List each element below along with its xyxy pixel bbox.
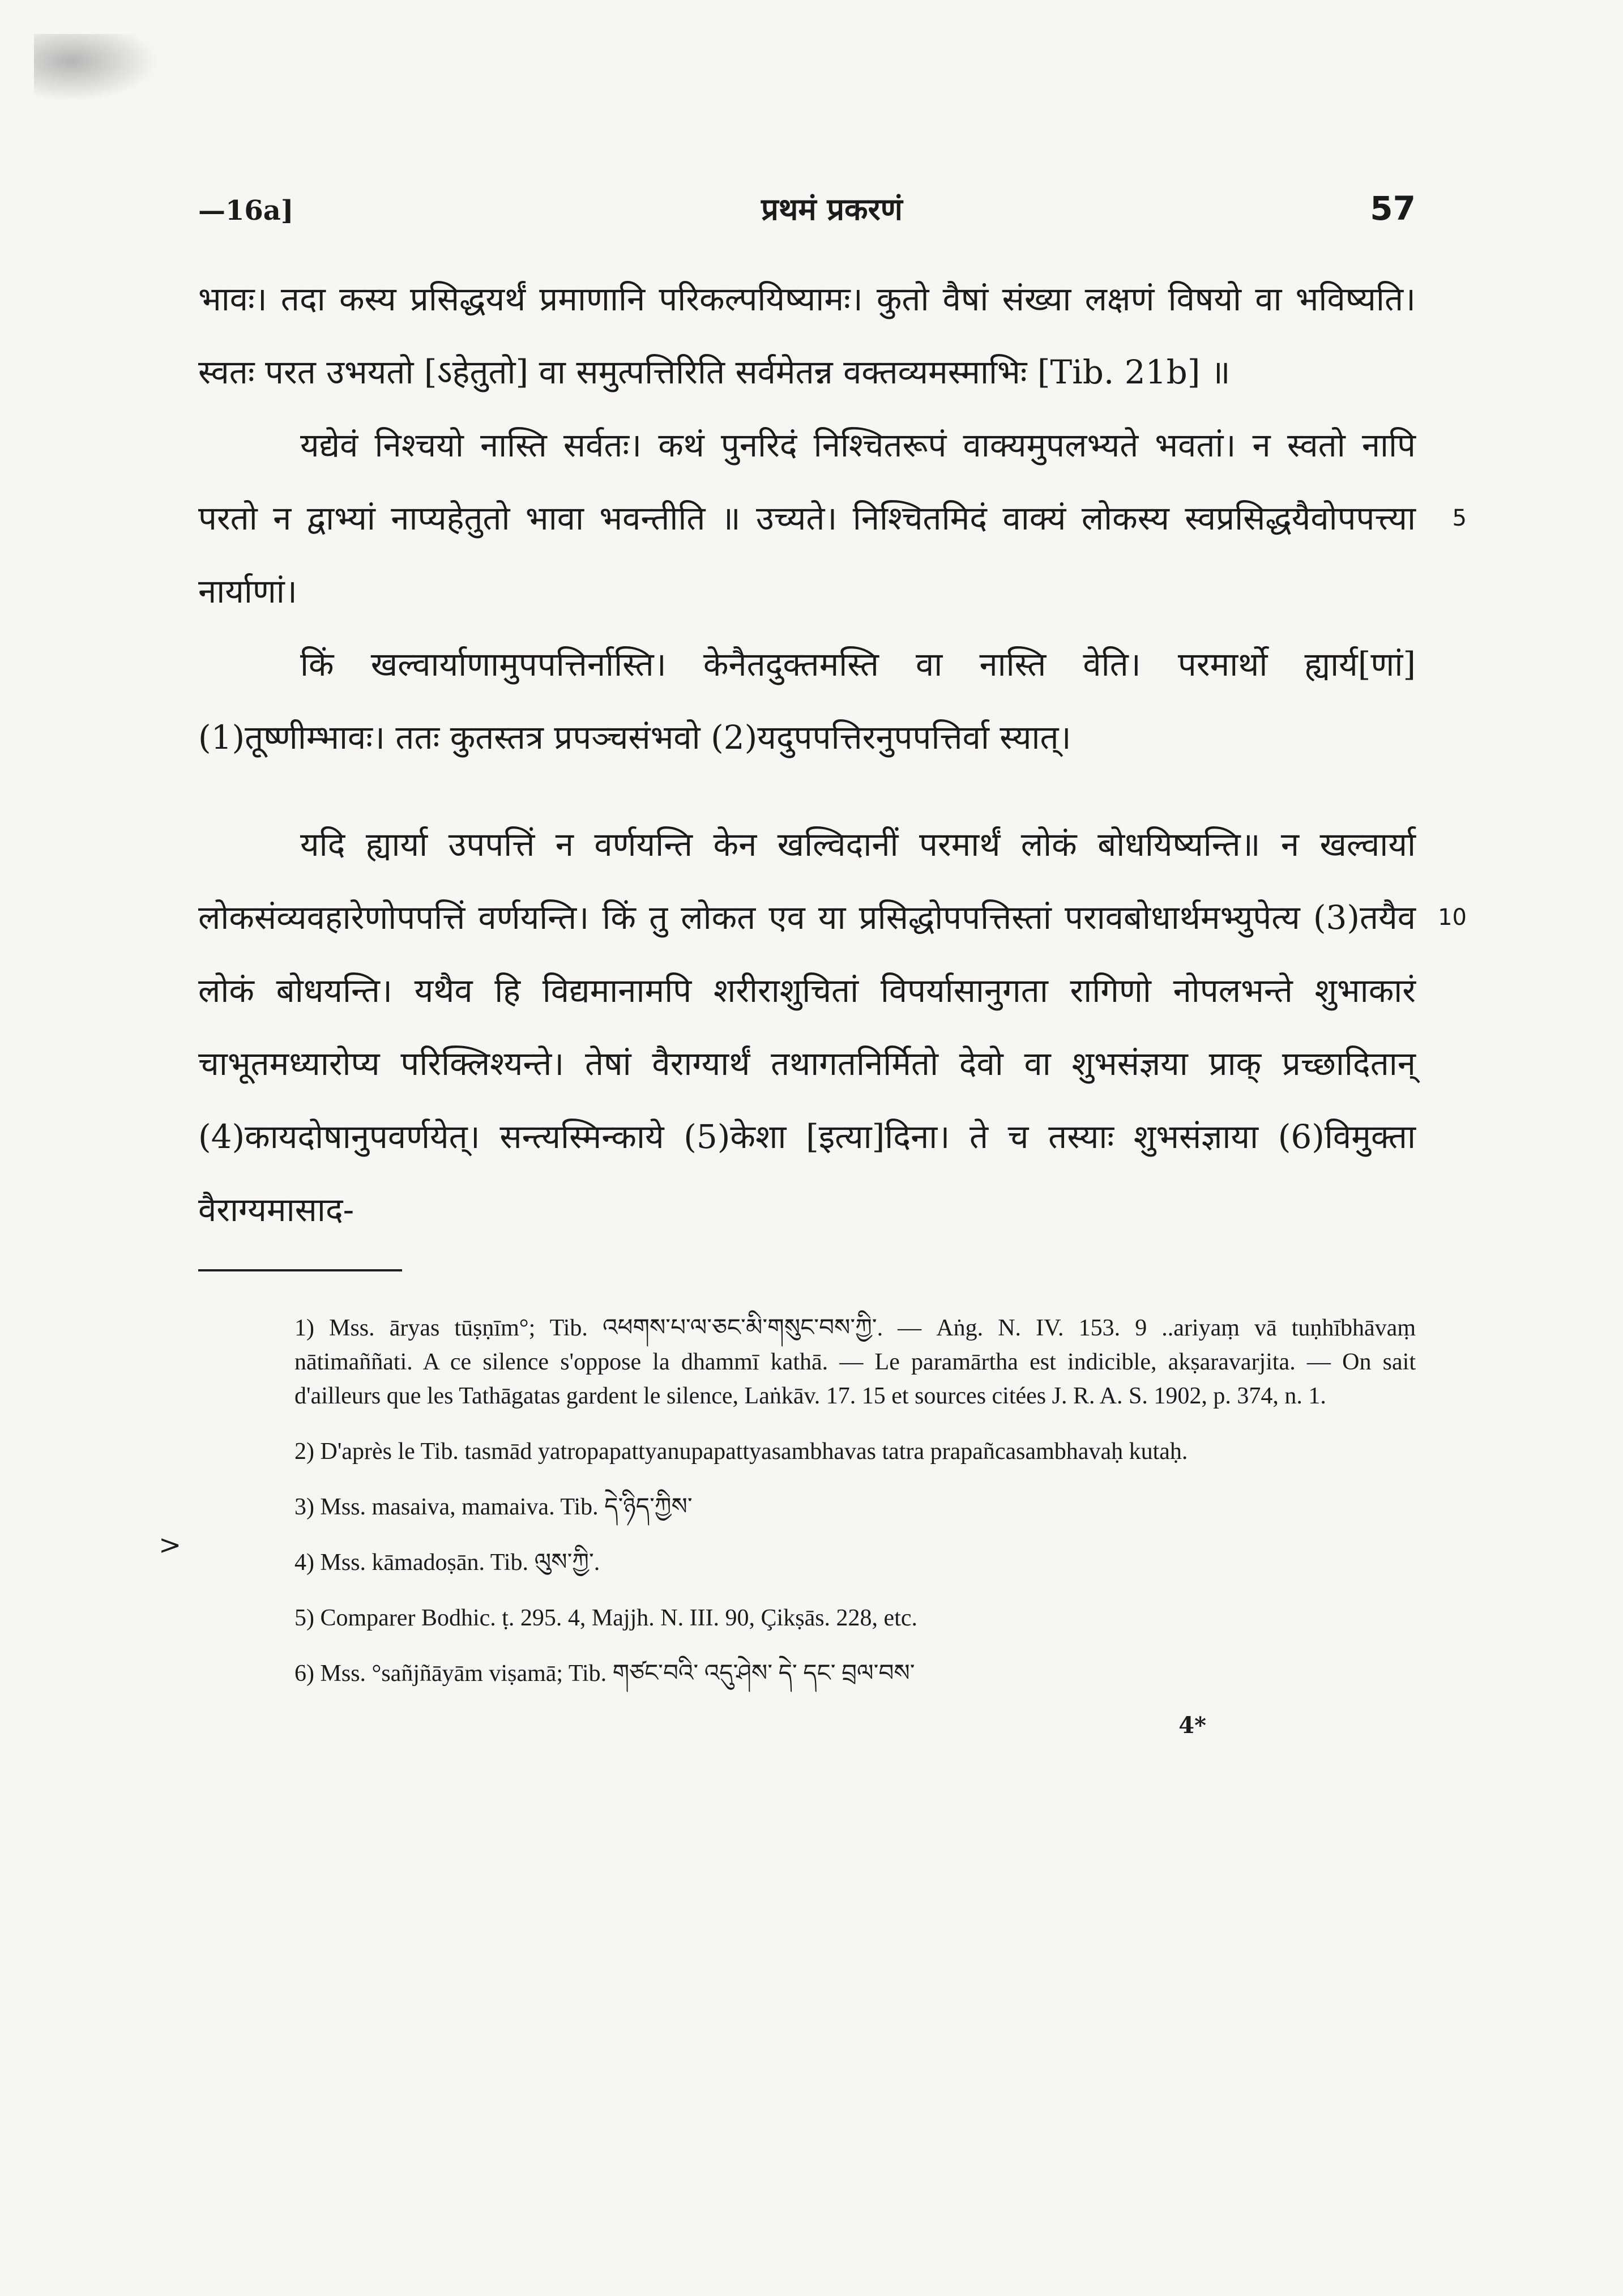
running-header [198,187,1416,229]
footnote-1 [198,1311,1416,1413]
paragraph-3: किं खल्वार्याणामुपपत्तिर्नास्ति। केनैतदुक्तमस्ति वा नास्ति वेति। परमार्थो ह्यार्य[णां] (1)तूष्णीम्भावः। ततः कुतस्तत्र प्रपञ्चसंभवो (2)यदुपपत्तिरनुपपत्तिर्वा स्यात्। [198,645,1416,757]
footnote-5 [198,1601,1416,1635]
margin-annotation: > [159,1529,182,1561]
footnote-number: 6) [294,1661,314,1687]
paragraph-2-text: यद्येवं निश्चयो नास्ति सर्वतः। कथं पुनरिदं निश्चितरूपं वाक्यमुपलभ्यते भवतां। न स्वतो नापि परतो न द्वाभ्यां नाप्यहेतुतो भावा भवन्तीति ॥ उच्यते। निश्चितमिदं वाक्यं लोकस्य स्वप्रसिद्धयैवोपपत्त्या नार्याणां। [198,426,1416,611]
page-title: प्रथमं प्रकरणं [761,191,903,227]
paragraph-4-text: यदि ह्यार्या उपपत्तिं न वर्णयन्ति केन खल्विदानीं परमार्थं लोकं बोधयिष्यन्ति॥ न खल्वार्या लोकसंव्यवहारेणोपपत्तिं वर्णयन्ति। किं तु लोकत एव या प्रसिद्धोपपत्तिस्तां परावबोधार्थमभ्युपेत्य (3)तयैव लोकं बोधयन्ति। यथैव हि विद्यमानामपि शरीराशुचितां विपर्यासानुगता रागिणो नोपलभन्ते शुभाकारं चाभूतमध्यारोप्य परिक्लिश्यन्ते। तेषां वैराग्यार्थं तथागतनिर्मितो देवो वा शुभसंज्ञया प्राक् प्रच्छादितान् (4)कायदोषानुपवर्णयेत्। सन्त्यस्मिन्काये (5)केशा [इत्या]दिना। ते च तस्याः शुभसंज्ञाया (6)विमुक्ता वैराग्यमासाद- [198,825,1416,1229]
footnote-rule [198,1269,402,1271]
footnote-number: 5) [294,1605,314,1631]
line-number-5: 5 [1452,505,1467,531]
scan-artifact [34,34,159,102]
footnote-number: 4) [294,1550,314,1576]
footnote-number: 2) [294,1439,314,1465]
footnote-text: Mss. kāmadoṣān. Tib. ལུས་ཀྱི་. [320,1550,600,1576]
paragraph-2 [198,409,1467,628]
footnote-6 [198,1657,1416,1691]
signature-mark: 4* [1178,1712,1206,1739]
footnote-number: 3) [294,1494,314,1520]
section-reference: —16a] [198,195,294,227]
paragraph-1: भावः। तदा कस्य प्रसिद्धयर्थं प्रमाणानि परिकल्पयिष्यामः। कुतो वैषां संख्या लक्षणं विषयो वा भविष्यति। स्वतः परत उभयतो [ऽहेतुतो] वा समुत्पत्तिरिति सर्वमेतन्न वक्तव्यमस्माभिः [Tib. 21b] ॥ [198,280,1416,391]
footnote-text: Mss. °sañjñāyām viṣamā; Tib. གཙང་བའི་ འདུ་ཤེས་ དེ་ དང་ བྲལ་བས་ [320,1661,915,1687]
footnote-3 [198,1490,1416,1524]
footnote-2 [198,1435,1416,1469]
footnote-text: Mss. masaiva, mamaiva. Tib. དེ་ཉིད་ཀྱིས་ [320,1494,693,1520]
page-number: 57 [1370,189,1416,228]
footnote-number: 1) [294,1315,314,1341]
line-number-10: 10 [1438,904,1467,931]
footnote-4 [198,1546,1416,1580]
footnote-text: Mss. āryas tūṣṇīm°; Tib. འཕགས་པ་ལ་ཅང་མི་གསུང་བས་ཀྱི་. — Aṅg. N. IV. 153. 9 ..ariyaṃ vā tuṇhībhāvaṃ nātimaññati. A ce silence s'oppose la dhammī kathā. — Le paramārtha est indicible, akṣaravarjita. — On sait d'ailleurs que les Tathāgatas gardent le silence, Laṅkāv. 17. 15 et sources citées J. R. A. S. 1902, p. 374, n. 1. [294,1315,1416,1409]
footnote-text: D'après le Tib. tasmād yatropapattyanupapattyasambhavas tatra prapañcasambhavaḥ kutaḥ. [320,1439,1188,1465]
paragraph-4 [198,808,1467,1247]
footnote-text: Comparer Bodhic. ṭ. 295. 4, Majjh. N. III. 90, Çikṣās. 228, etc. [320,1605,918,1631]
page [198,187,1467,1739]
